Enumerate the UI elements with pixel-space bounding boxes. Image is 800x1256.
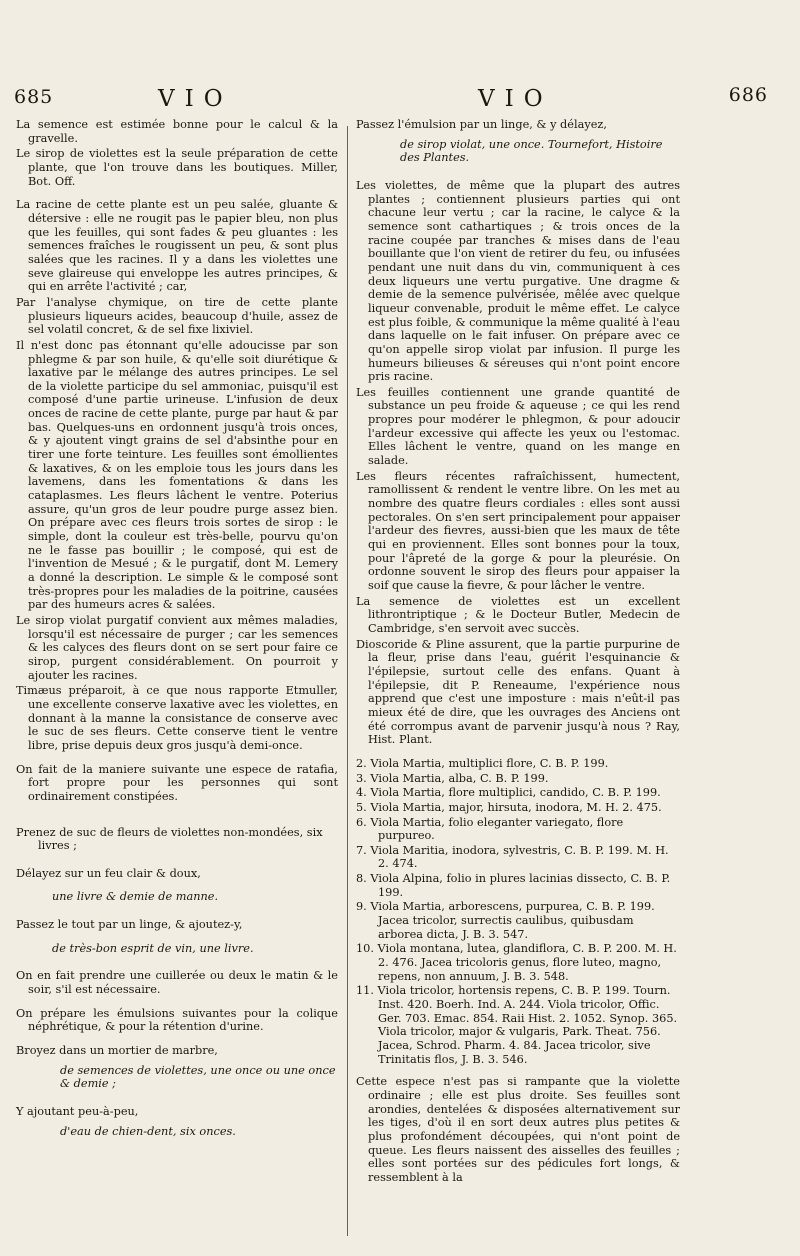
right-synonym-entry: 6. Viola Martia, folio eleganter variegato, flore purpureo. bbox=[356, 815, 624, 843]
spacer bbox=[356, 749, 680, 757]
right-synonym-entry: 5. Viola Martia, major, hirsuta, inodora, M. H. 2. 475. bbox=[356, 800, 662, 814]
right-synonym-entry: 4. Viola Martia, flore multiplici, candido, C. B. P. 199. bbox=[356, 786, 661, 800]
spacer bbox=[16, 999, 338, 1007]
right-paragraph: Dioscoride & Pline assurent, que la partie purpurine de la fleur, prise dans l'eau, guérit l'esquinancie & l'épilepsie, surtout celle des enfans. Quant à l'épilepsie, dit P. Reneaume, l'expérience nous apprend que c'est une imposture : mais n'eût-il pas mieux été de dire, que les ouvrages des Anciens ont été corrompus avant de parvenir jusqu'à nous ? Ray, Hist. Plant. bbox=[356, 637, 680, 747]
right-paragraph: Passez l'émulsion par un linge, & y délayez, bbox=[356, 118, 607, 131]
right-paragraph: Les violettes, de même que la plupart des autres plantes ; contiennent plusieurs parties qui ont chacune leur vertu ; car la racine, le calyce & la semence sont cathartiques ; & trois onces de la racine coupée par tranches & mises dans de l'eau bouillante que l'on vient de retirer du feu, ou infusées pendant une nuit dans du vin, communiquent à ces deux liqueurs une vertu purgative. Une dragme & demie de la semence pulvérisée, mêlée avec quelque liqueur convenable, produit le même effet. Le calyce est plus foible, & communique la même qualité à l'eau dans laquelle on le fait infuser. On prépare avec ce qu'on appelle sirop violat par infusion. Il purge les humeurs bilieuses & séreuses qui n'ont point encore pris racine. bbox=[356, 178, 680, 384]
right-paragraph: Les fleurs récentes rafraîchissent, humectent, ramollissent & rendent le ventre libre. On les met au nombre des quatre fleurs cordiales : elles sont aussi pectorales. On s'en sert principalement pour appaiser l'ardeur des fievres, aussi-bien que les maux de tête qui en proviennent. Elles sont bonnes pour la toux, pour l'âpreté de la gorge & pour la pleurésie. On ordonne souvent le sirop des fleurs pour appaiser la soif que cause la fievre, & pour lâcher le ventre. bbox=[356, 469, 680, 592]
spacer bbox=[16, 806, 338, 814]
page-number-left: 685 bbox=[14, 86, 54, 108]
left-paragraph: Délayez sur un feu clair & doux, bbox=[16, 866, 201, 880]
left-paragraph: Passez le tout par un linge, & ajoutez-y, bbox=[16, 918, 243, 932]
left-paragraph: Y ajoutant peu-à-peu, bbox=[16, 1105, 139, 1119]
column-divider bbox=[347, 126, 348, 1236]
right-paragraph: La semence de violettes est un excellent lithrontriptique ; & le Docteur Butler, Medecin de Cambridge, s'en servoit avec succès. bbox=[356, 594, 680, 635]
left-paragraph: Timæus préparoit, à ce que nous rapporte Etmuller, une excellente conserve laxative avec les violettes, en donnant à la manne la consistance de conserve avec le suc de ses fleurs. Cette conserve tient le ventre libre, prise depuis deux gros jusqu'à demi-once. bbox=[16, 684, 338, 752]
spacer bbox=[16, 1036, 338, 1044]
left-paragraph: On en fait prendre une cuillerée ou deux le matin & le soir, s'il est nécessaire. bbox=[16, 969, 338, 997]
left-paragraph: Le sirop de violettes est la seule préparation de cette plante, que l'on trouve dans les boutiques. Miller, Bot. Off. bbox=[16, 147, 338, 188]
left-paragraph: Le sirop violat purgatif convient aux mêmes maladies, lorsqu'il est nécessaire de purger ; car les semences & les calyces des fleurs dont on se sert pour faire ce sirop, purgent considérablement. On pourroit y ajouter les racines. bbox=[16, 613, 338, 682]
left-paragraph: On prépare les émulsions suivantes pour la colique néphrétique, & pour la rétention d'urine. bbox=[16, 1006, 338, 1034]
left-text-column bbox=[16, 118, 338, 1152]
right-recipe-ingredient: de sirop violat, une once. Tournefort, Histoire des Plantes. bbox=[400, 137, 663, 165]
spacer bbox=[356, 1067, 680, 1075]
left-paragraph: Il n'est donc pas étonnant qu'elle adoucisse par son phlegme & par son huile, & qu'elle soit diurétique & laxative par le mélange des autres principes. Le sel de la violette participe du sel ammoniac, puisqu'il est composé d'une partie urineuse. L'infusion de deux onces de racine de cette plante, purge par haut & par bas. Quelques-uns en ordonnent jusqu'à trois onces, & y ajoutent vingt grains de sel d'absinthe pour en tirer une forte teinture. Les feuilles sont émollientes & laxatives, & on les emploie tous les jours dans les lavemens, dans les fomentations & dans les cataplasmes. Les fleurs lâchent le ventre. Poterius assure, qu'un gros de leur poudre purge assez bien. On prépare avec ces fleurs trois sortes de sirop : le simple, dont la couleur est très-belle, pourvu qu'on ne le fasse pas bouillir ; le composé, qui est de l'invention de Mesué ; & le purgatif, dont M. Lemery a donné la description. Le simple & le composé sont très-propres pour les maladies de la poitrine, causées par des humeurs acres & salées. bbox=[16, 338, 338, 612]
running-head-left: VIO bbox=[158, 86, 233, 112]
spacer bbox=[16, 755, 338, 763]
left-paragraph: La racine de cette plante est un peu salée, gluante & détersive : elle ne rougit pas le papier bleu, non plus que les feuilles, qui sont fades & peu gluantes : les semences fraîches le rougissent un peu, & sont plus salées que les racines. Il y a dans les violettes une seve glaireuse qui enveloppe les autres principes, & qui en arrête l'activité ; car, bbox=[16, 198, 338, 294]
left-recipe-ingredient: de semences de violettes, une once ou une once & demie ; bbox=[60, 1063, 336, 1091]
left-paragraph: La semence est estimée bonne pour le calcul & la gravelle. bbox=[16, 118, 338, 145]
right-synonym-entry: 9. Viola Martia, arborescens, purpurea, C. B. P. 199. Jacea tricolor, surrectis caulibus, quibusdam arborea dicta, J. B. 3. 547. bbox=[356, 900, 655, 941]
right-synonym-entry: 3. Viola Martia, alba, C. B. P. 199. bbox=[356, 771, 549, 785]
right-paragraph: Les feuilles contiennent une grande quantité de substance un peu froide & aqueuse ; ce qui les rend propres pour modérer le phlegmon, & pour adoucir l'ardeur excessive qui affecte les yeux ou l'estomac. Elles lâchent le ventre, quand on les mange en salade. bbox=[356, 385, 680, 468]
left-recipe-ingredient: de très-bon esprit de vin, une livre. bbox=[52, 941, 254, 955]
right-synonym-entry: 11. Viola tricolor, hortensis repens, C. B. P. 199. Tourn. Inst. 420. Boerh. Ind. A. 244. Viola tricolor, Offic. Ger. 703. Emac. 854. Raii Hist. 2. 1052. Synop. 365. Viola tricolor, major & vulgaris, Park. Theat. 756. Jacea, Schrod. Pharm. 4. 84. Jacea tricolor, sive Trinitatis flos, J. B. 3. 546. bbox=[356, 984, 678, 1066]
right-synonym-entry: 2. Viola Martia, multiplici flore, C. B. P. 199. bbox=[356, 756, 609, 770]
left-paragraph: Par l'analyse chymique, on tire de cette plante plusieurs liqueurs acides, beaucoup d'huile, assez de sel volatil concret, & de sel fixe lixiviel. bbox=[16, 295, 338, 337]
running-head-right: VIO bbox=[478, 86, 553, 112]
left-recipe-ingredient: d'eau de chien-dent, six onces. bbox=[60, 1124, 236, 1138]
page-number-right: 686 bbox=[728, 84, 768, 106]
left-paragraph: Prenez de suc de fleurs de violettes non-mondées, six livres ; bbox=[16, 825, 323, 853]
right-synonym-entry: 10. Viola montana, lutea, glandiflora, C. B. P. 200. M. H. 2. 476. Jacea tricoloris genus, flore luteo, magno, repens, non annuum, J. B. 3. 548. bbox=[356, 942, 677, 983]
left-paragraph: Broyez dans un mortier de marbre, bbox=[16, 1044, 218, 1058]
right-text-column bbox=[356, 118, 680, 1187]
right-synonym-entry: 8. Viola Alpina, folio in plures lacinias dissecto, C. B. P. 199. bbox=[356, 872, 671, 899]
spacer bbox=[16, 190, 338, 198]
left-recipe-ingredient: une livre & demie de manne. bbox=[52, 890, 219, 904]
left-paragraph: On fait de la maniere suivante une espece de ratafia, fort propre pour les personnes qui sont ordinairement constipées. bbox=[16, 762, 338, 803]
right-paragraph: Cette espece n'est pas si rampante que la violette ordinaire ; elle est plus droite. Ses feuilles sont arondies, dentelées & disposées alternativement sur les tiges, d'où il en sort deux autres plus petites & plus profondément découpées, qui n'ont point de queue. Les fleurs naissent des aisselles des feuilles ; elles sont portées sur des pédicules fort longs, & ressemblent à la bbox=[356, 1075, 680, 1184]
right-synonym-entry: 7. Viola Maritia, inodora, sylvestris, C. B. P. 199. M. H. 2. 474. bbox=[356, 843, 669, 871]
